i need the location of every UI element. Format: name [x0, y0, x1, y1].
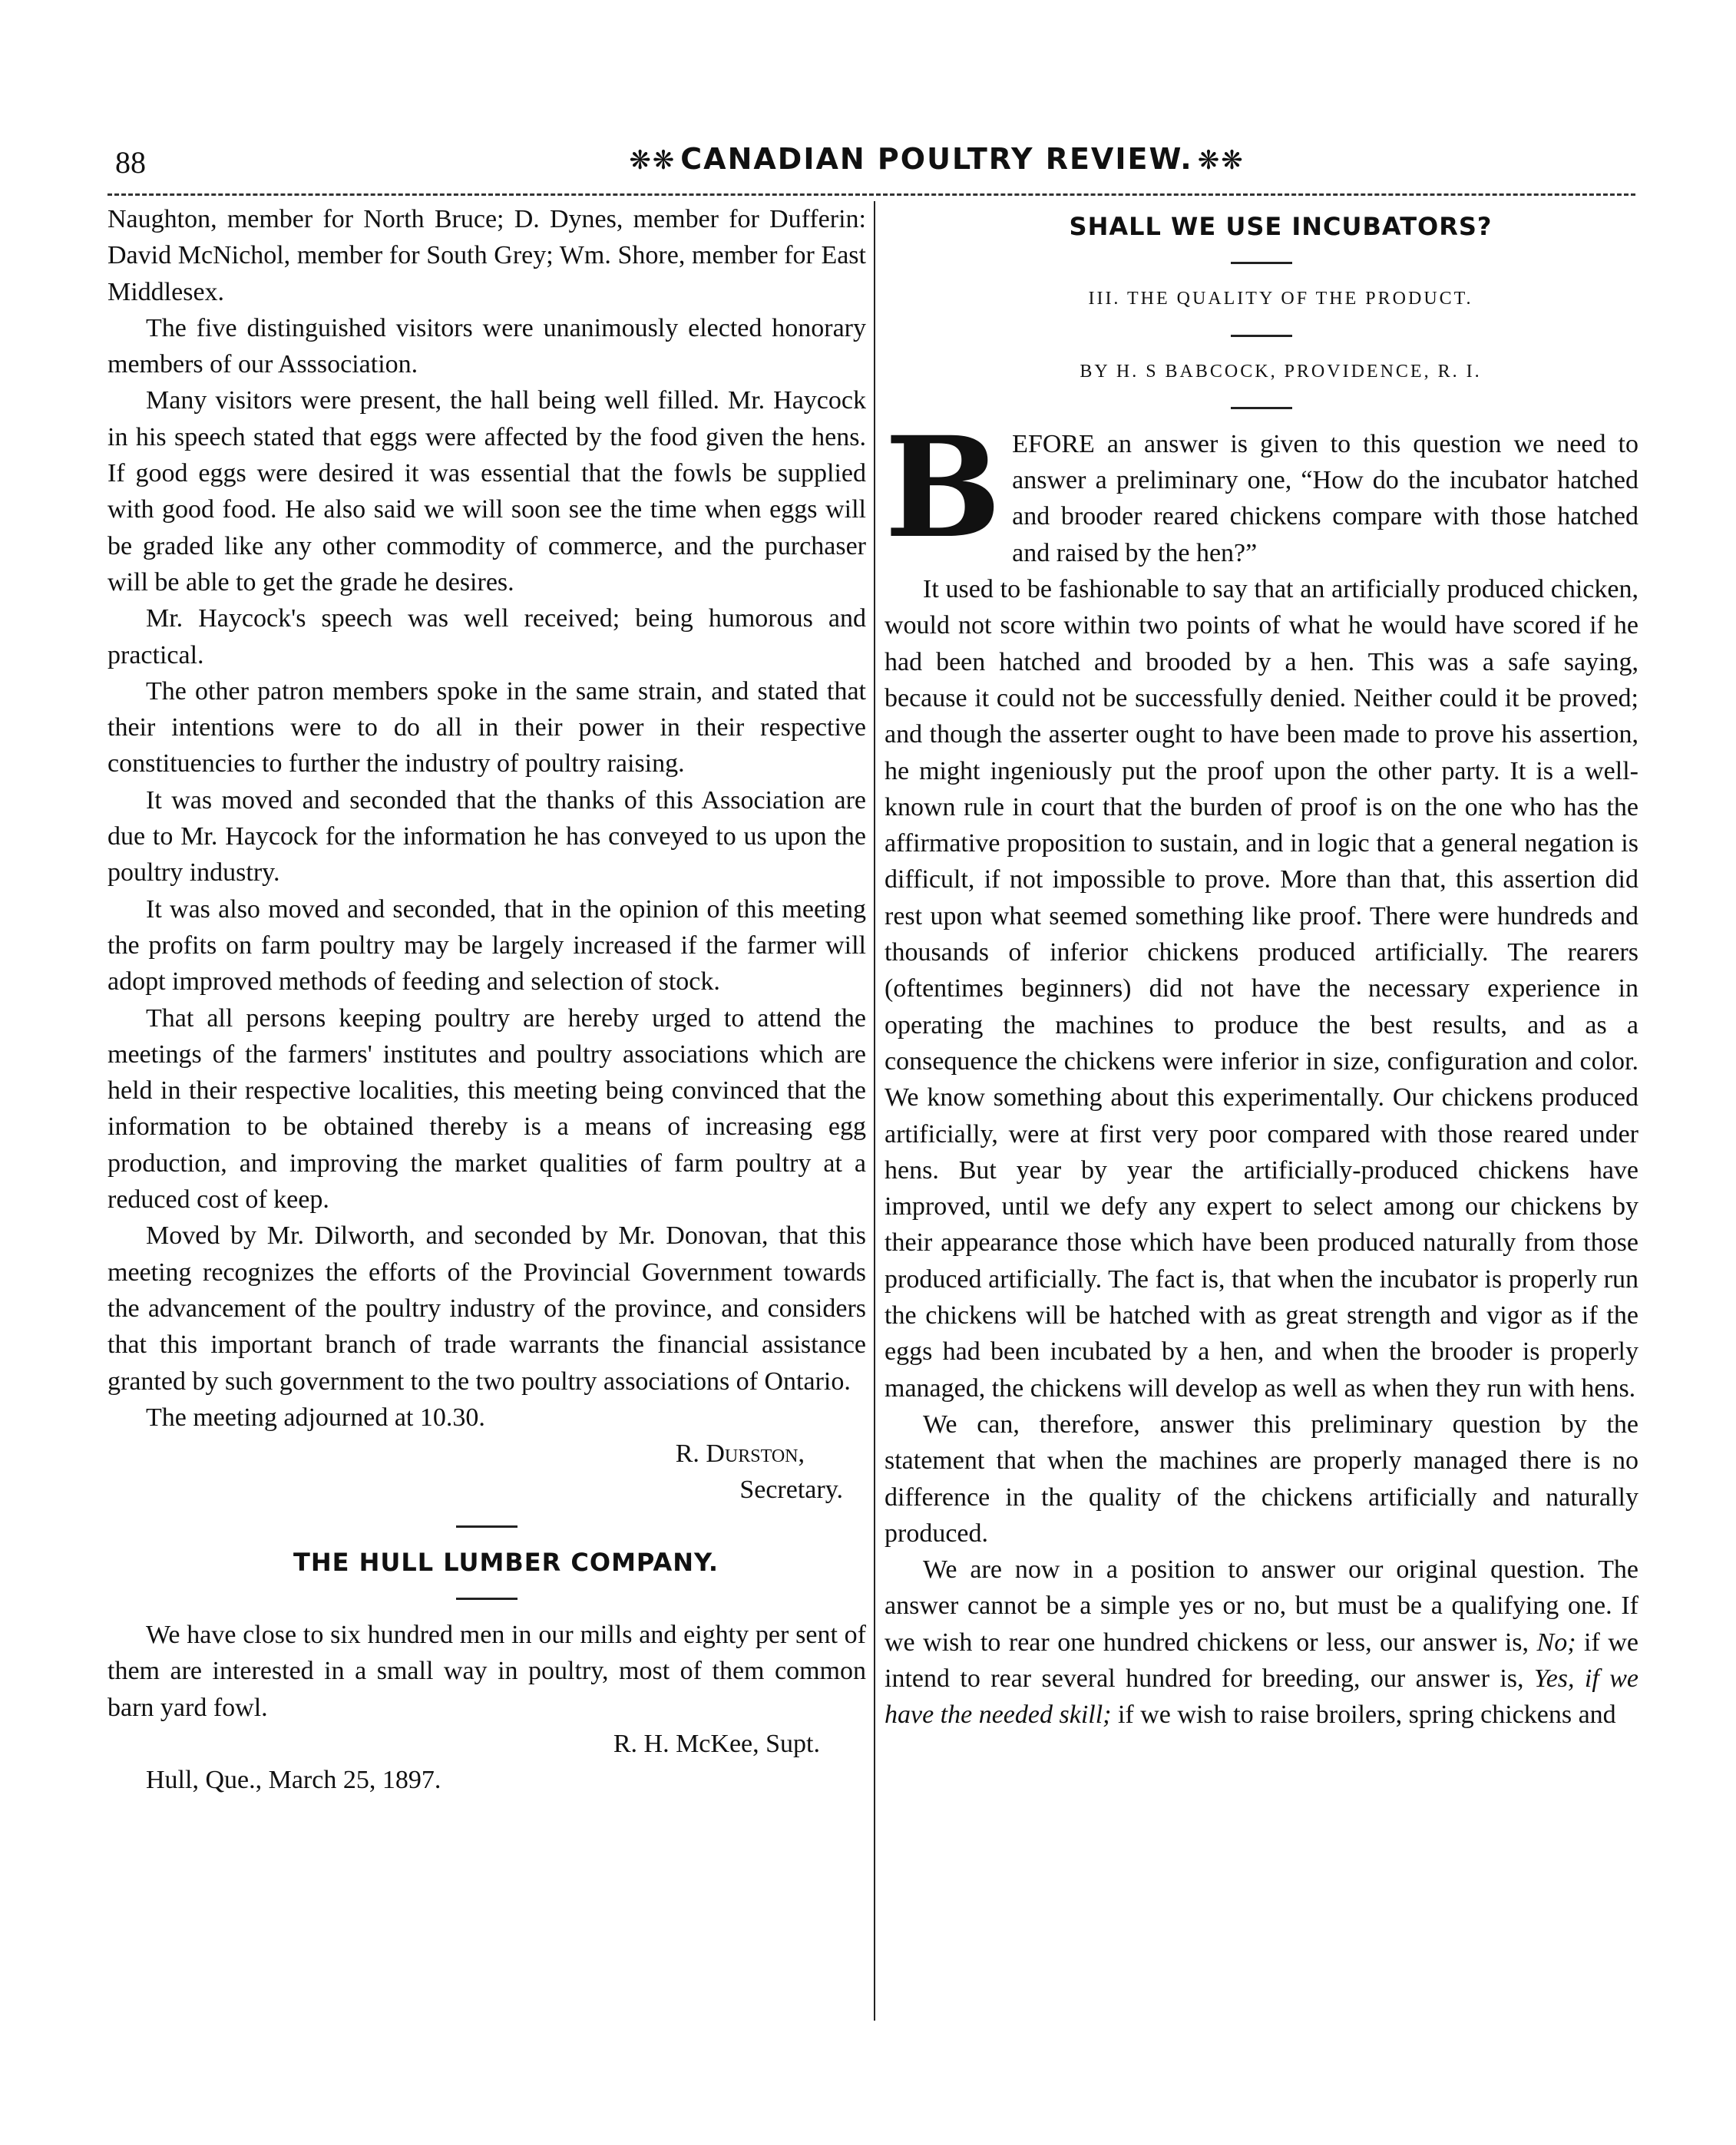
- paragraph: The five distinguished visitors were unanimously elected honorary members of our Asssociation.: [107, 313, 866, 379]
- right-ornament-icon: ❋❋: [1197, 145, 1245, 176]
- page-number: 88: [115, 145, 146, 180]
- drop-cap: B: [885, 406, 1002, 569]
- paragraph: Mr. Haycock's speech was well received; being humorous and practical.: [107, 604, 866, 669]
- paragraph: It was moved and seconded that the thanks of this Association are due to Mr. Haycock for the information he has conveyed to us upon the poultry industry.: [107, 785, 866, 887]
- column-divider: [874, 201, 875, 2021]
- paragraph: The meeting adjourned at 10.30.: [146, 1403, 485, 1432]
- hull-headline: THE HULL LUMBER COMPANY.: [293, 1547, 719, 1577]
- paragraph: [885, 1552, 1638, 1733]
- left-column: [107, 201, 866, 1798]
- masthead-title: CANADIAN POULTRY REVIEW.: [680, 142, 1193, 176]
- text-run: if we wish to raise broilers, spring chickens and: [1111, 1700, 1616, 1730]
- header-rule: [107, 193, 1635, 196]
- article-title: SHALL WE USE INCUBATORS?: [1069, 212, 1493, 241]
- hull-body: We have close to six hundred men in our mills and eighty per sent of them are interested in a small way in poultry, most of them common barn yard fowl.: [107, 1620, 866, 1722]
- paragraph: Naughton, member for North Bruce; D. Dynes, member for Dufferin: David McNichol, member for South Grey; Wm. Shore, member for East Middlesex.: [107, 205, 866, 306]
- italic-run: No;: [1536, 1628, 1576, 1657]
- page-header: [107, 131, 1635, 192]
- signature-title: Secretary.: [739, 1476, 843, 1505]
- section-divider: [1231, 335, 1292, 337]
- article-byline: BY H. S BABCOCK, PROVIDENCE, R. I.: [1080, 361, 1482, 382]
- opening-paragraph: [885, 406, 1638, 571]
- paragraph: The other patron members spoke in the same strain, and stated that their intentions were to do all in their power in their respective constituencies to further the industry of poultry raising.: [107, 676, 866, 778]
- paragraph: That all persons keeping poultry are hereby urged to attend the meetings of the farmers' institutes and poultry associations which are held in their respective localities, this meeting being convinced that the information to be obtained thereby is a means of increasing egg production, and improving the market qualities of farm poultry at a reduced cost of keep.: [107, 1003, 866, 1215]
- hull-signature: R. H. McKee, Supt.: [613, 1729, 820, 1758]
- signature-name: R. Durston,: [675, 1439, 805, 1469]
- left-ornament-icon: ❋❋: [629, 145, 676, 176]
- article-header: [885, 209, 1638, 409]
- paragraph: EFORE an answer is given to this question we need to answer a preliminary one, “How do the incubator hatched and brooder reared chickens compare with those hatched and raised by the hen?”: [1012, 429, 1638, 567]
- right-column: [885, 201, 1638, 1734]
- section-divider: [1231, 262, 1292, 264]
- paragraph: Many visitors were present, the hall being well filled. Mr. Haycock in his speech stated that eggs were affected by the food given the hens. If good eggs were desired it was essential that the fowls be supplied with good food. He also said we will soon see the time when eggs will be graded like any other commodity of commerce, and the purchaser will be able to get the grade he desires.: [107, 386, 866, 597]
- masthead: [599, 131, 1275, 187]
- text-run: We are now in a position to answer our original question. The answer cannot be a simple yes or no, but must be a qualifying one. If we wish to rear one hundred chickens or less, our answer is,: [885, 1555, 1638, 1657]
- paragraph: It used to be fashionable to say that an artificially produced chicken, would not score within two points of what he would have scored if he had been hatched and brooded by a hen. This was a safe saying, because it could not be successfully denied. Neither could it be proved; and though the asserter ought to have been made to prove his assertion, he might ingeniously put the proof upon the other party. It is a well-known rule in court that the burden of proof is on the one who has the affirmative proposition to sustain, and in logic that a general negation is difficult, if not impossible to prove. More than that, this assertion did rest upon what seemed something like proof. There were hundreds and thousands of inferior chickens produced artificially. The rearers (oftentimes beginners) did not have the necessary experience in operating the machines to produce the best results, and as a consequence the chickens were inferior in size, configuration and color. We know something about this experimentally. Our chickens produced artificially, were at first very poor compared with those reared under hens. But year by year the artificially-produced chickens have improved, until we defy any expert to select among our chickens by their appearance those which have been produced naturally from those produced artificially. The fact is, that when the incubator is properly run the chickens will be hatched with as great strength and vigor as if the eggs had been incubated by a hen, and when the brooder is properly managed, the chickens will develop as well as when they run with hens.: [885, 575, 1638, 1403]
- section-divider: [456, 1598, 517, 1600]
- text-run: if we intend to rear several hundred for breeding, our answer is,: [885, 1628, 1638, 1693]
- italic-run: Yes, if we have the needed skill;: [885, 1664, 1638, 1730]
- paragraph: Moved by Mr. Dilworth, and seconded by Mr. Donovan, that this meeting recognizes the efforts of the Provincial Government towards the advancement of the poultry industry of the province, and considers that this important branch of trade warrants the financial assistance granted by such government to the two poultry associations of Ontario.: [107, 1221, 866, 1396]
- section-divider: [1231, 407, 1292, 409]
- paragraph: We can, therefore, answer this preliminary question by the statement that when the machines are properly managed there is no difference in the quality of the chickens artificially and naturally produced.: [885, 1410, 1638, 1548]
- paragraph: It was also moved and seconded, that in the opinion of this meeting the profits on farm poultry may be largely increased if the farmer will adopt improved methods of feeding and selection of stock.: [107, 894, 866, 996]
- article-subtitle: III. THE QUALITY OF THE PRODUCT.: [1088, 289, 1473, 309]
- section-divider: [456, 1525, 517, 1528]
- hull-dateline: Hull, Que., March 25, 1897.: [146, 1766, 441, 1795]
